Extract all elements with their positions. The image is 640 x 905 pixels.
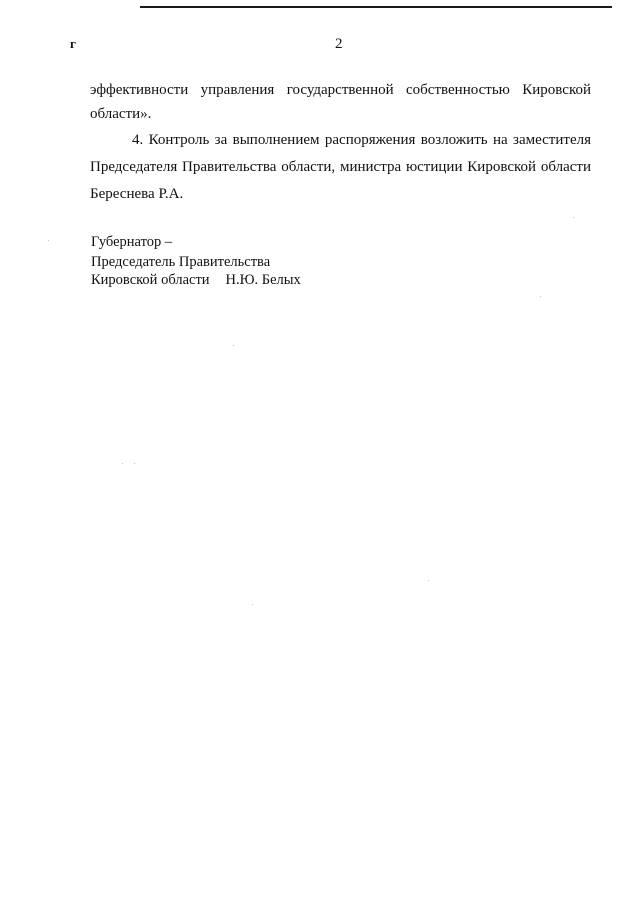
paragraph-line-2: области». [90,106,152,122]
scan-speck [428,580,429,581]
signatory-name: Н.Ю. Белых [225,272,301,288]
scan-speck [573,217,574,218]
paragraph-item-4-line-2: Председателя Правительства области, министра юстиции Кировской области [90,159,591,175]
scan-speck [48,240,49,241]
page-number: 2 [335,36,343,52]
scan-speck [540,296,541,297]
paragraph-item-4-line-1: 4. Контроль за выполнением распоряжения возложить на заместителя [132,132,591,148]
signature-title-line-3: Кировской области [91,272,210,288]
scan-speck [252,604,253,605]
corner-mark: г [70,36,76,51]
top-border-line [140,6,612,8]
paragraph-line-1: эффективности управления государственной собственностью Кировской [90,82,591,98]
scan-speck [122,463,123,464]
signature-block-line-3 [91,271,301,289]
signature-title-line-2: Председатель Правительства [91,254,271,270]
paragraph-item-4-line-3: Береснева Р.А. [90,186,184,202]
signature-title-line-1: Губернатор – [91,234,173,250]
scan-speck [233,345,234,346]
scan-speck [134,463,135,464]
